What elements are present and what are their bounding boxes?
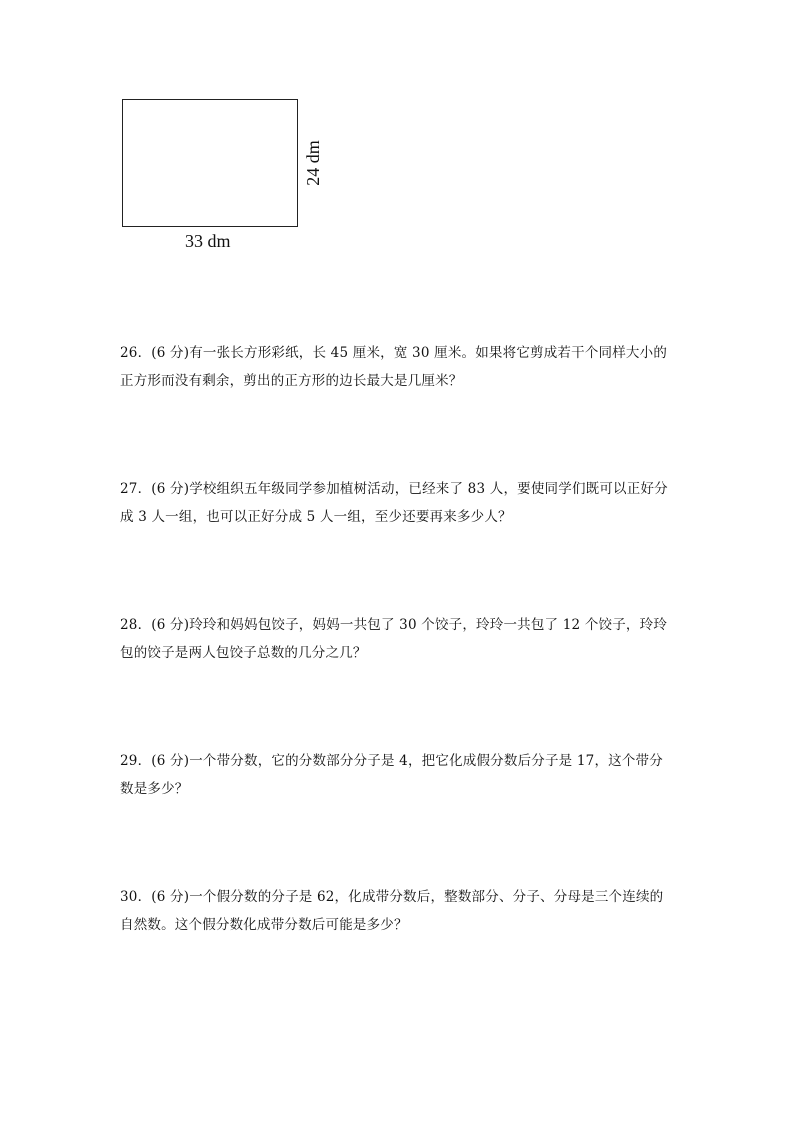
height-label: 24 dm	[303, 140, 323, 186]
question-line: 包的饺子是两人包饺子总数的几分之几？	[120, 645, 367, 661]
rectangle-figure	[0, 0, 794, 270]
question-line: 29．(6 分)一个带分数，它的分数部分分子是 4，把它化成假分数后分子是 17，这个带分	[120, 753, 663, 769]
question-line: 28．(6 分)玲玲和妈妈包饺子，妈妈一共包了 30 个饺子，玲玲一共包了 12 个饺子，玲玲	[120, 617, 668, 633]
question-line: 成 3 人一组，也可以正好分成 5 人一组，至少还要再来多少人？	[120, 509, 512, 525]
question-line: 27．(6 分)学校组织五年级同学参加植树活动，已经来了 83 人，要使同学们既可以正好分	[120, 481, 668, 497]
question-29	[120, 747, 680, 803]
question-30	[120, 883, 680, 939]
question-28	[120, 611, 680, 667]
rectangle-shape	[122, 99, 298, 227]
question-line: 26．(6 分)有一张长方形彩纸，长 45 厘米，宽 30 厘米。如果将它剪成若干个同样大小的	[120, 345, 668, 361]
question-line: 30．(6 分)一个假分数的分子是 62，化成带分数后，整数部分、分子、分母是三个连续的	[120, 889, 664, 905]
question-27	[120, 475, 680, 531]
question-line: 自然数。这个假分数化成带分数后可能是多少？	[120, 917, 408, 933]
width-label: 33 dm	[185, 231, 231, 251]
question-line: 数是多少？	[120, 781, 189, 797]
question-line: 正方形而没有剩余，剪出的正方形的边长最大是几厘米？	[120, 373, 463, 389]
question-26	[120, 339, 680, 395]
